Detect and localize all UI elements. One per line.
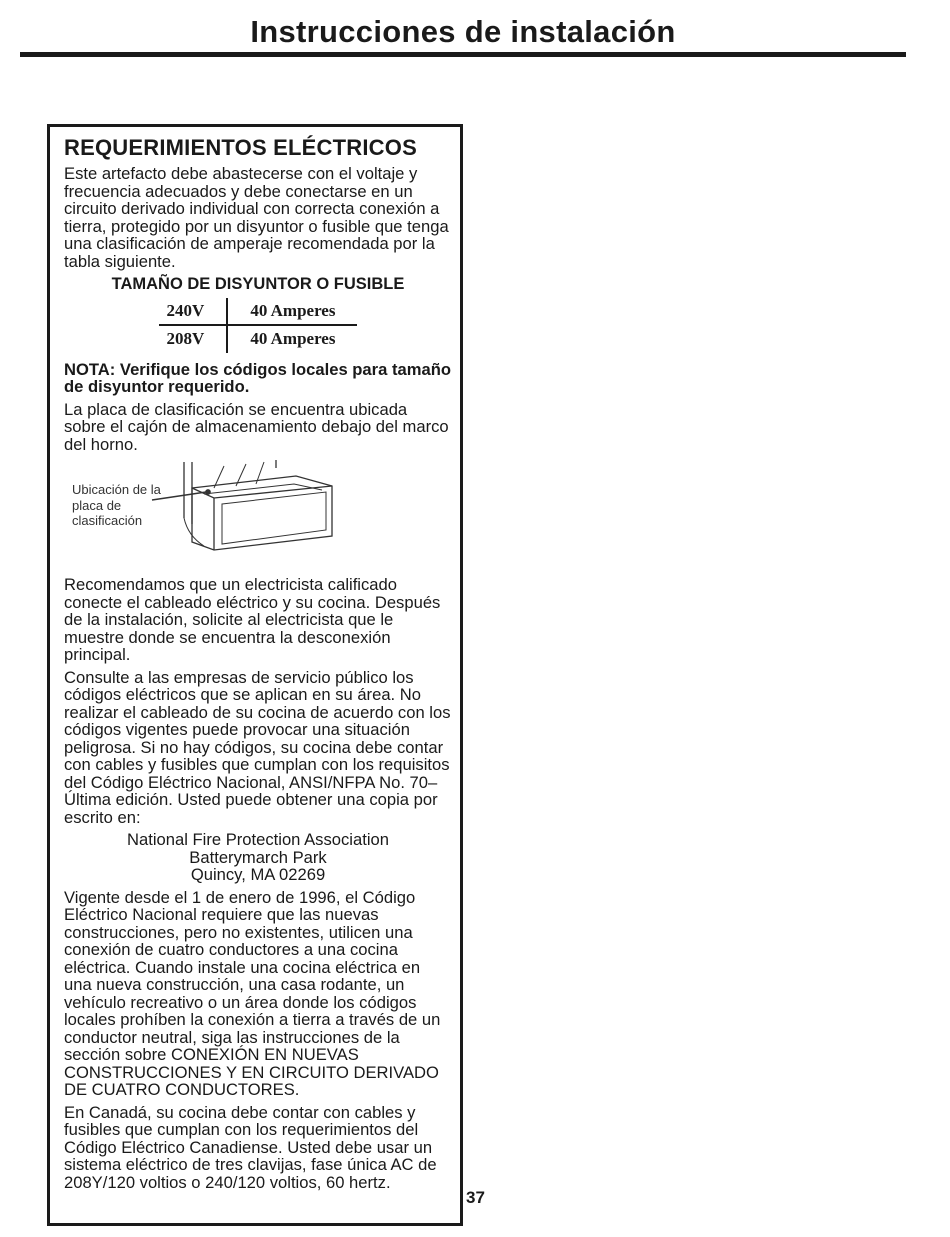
note-text: NOTA: Verifique los códigos locales para tamaño de disyuntor requerido. [64, 359, 451, 396]
plate-location-paragraph: La placa de clasificación se encuentra ubicada sobre el cajón de almacenamiento debajo del marco del horno. [64, 399, 449, 454]
box-content [64, 133, 452, 1196]
page-title: Instrucciones de instalación [250, 14, 676, 49]
intro-paragraph: Este artefacto debe abastecerse con el voltaje y frecuencia adecuados y debe conectarse en un circuito derivado individual con correcta conexión a tierra, protegido por un disyuntor o fusible que tenga una clasificación de amperaje recomendada por la tabla siguiente. [64, 164, 449, 271]
voltage-cell: 208V [159, 325, 228, 353]
rating-plate-figure [64, 458, 452, 570]
drawer-illustration [64, 458, 364, 570]
table-title: TAMAÑO DE DISYUNTOR O FUSIBLE [111, 275, 405, 293]
electrical-requirements-box [47, 124, 463, 1226]
page-number: 37 [466, 1188, 485, 1207]
amperage-cell: 40 Amperes [227, 298, 357, 326]
breaker-size-table [159, 298, 358, 353]
table-row [159, 298, 358, 326]
figure-label: Ubicación de la placa de clasificación [72, 482, 161, 528]
amperage-cell: 40 Amperes [250, 329, 336, 348]
effective-date-paragraph: Vigente desde el 1 de enero de 1996, el Código Eléctrico Nacional requiere que las nuevas construcciones, pero no existentes, utilicen una conexión de cuatro conductores a una cocina eléctrica. Cuando instale una cocina eléctrica en una nueva construcción, una casa rodante, un vehículo recreativo o un área donde los códigos locales prohíben la conexión a tierra a través de un conductor neutral, siga las instrucciones de la sección sobre CONEXIÓN EN NUEVAS CONSTRUCCIONES Y EN CIRCUITO DERIVADO DE CUATRO CONDUCTORES. [64, 887, 441, 1099]
recommend-paragraph: Recomendamos que un electricista calificado conecte el cableado eléctrico y su cocina. Después de la instalación, solicite al electricista que le muestre donde se encuentra la desconexión principal. [64, 575, 441, 664]
section-heading: REQUERIMIENTOS ELÉCTRICOS [64, 135, 417, 160]
address-line-1: National Fire Protection Association [127, 830, 389, 849]
consult-paragraph: Consulte a las empresas de servicio público los códigos eléctricos que se aplican en su área. No realizar el cableado de su cocina de acuerdo con los códigos vigentes puede provocar una situación peligrosa. Si no hay códigos, su cocina debe contar con cables y fusibles que cumplan con los requisitos del Código Eléctrico Nacional, ANSI/NFPA No. 70–Última edición. Usted puede obtener una copia por escrito en: [64, 667, 451, 827]
voltage-cell: 240V [159, 298, 228, 326]
table-row [159, 325, 358, 353]
address-line-3: Quincy, MA 02269 [190, 865, 326, 884]
address-line-2: Batterymarch Park [189, 847, 327, 867]
canada-paragraph: En Canadá, su cocina debe contar con cables y fusibles que cumplan con los requerimientos del Código Eléctrico Canadiense. Usted debe usar un sistema eléctrico de tres clavijas, fase única AC de 208Y/120 voltios o 240/120 voltios, 60 hertz. [64, 1102, 437, 1192]
title-rule [20, 52, 906, 57]
